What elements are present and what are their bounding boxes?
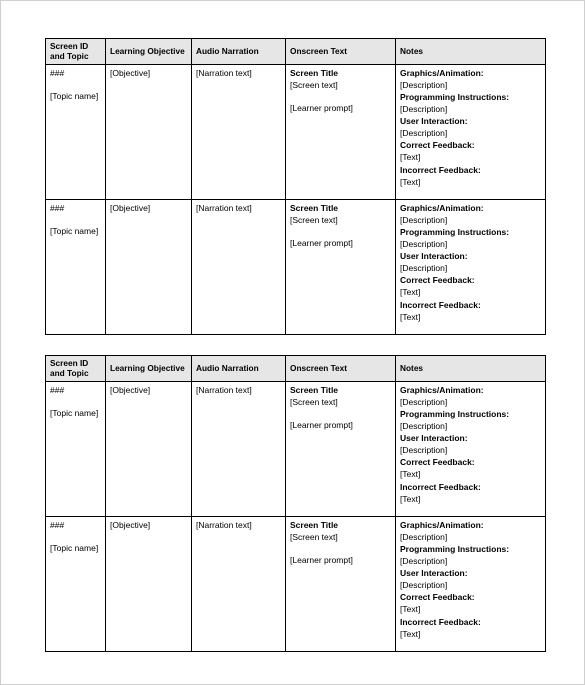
learner-prompt: [Learner prompt] <box>290 238 353 249</box>
notes-programming-value: [Description] <box>400 556 448 567</box>
notes-incorrect-label: Incorrect Feedback: <box>400 299 481 310</box>
cell-objective <box>106 200 192 335</box>
screen-id-value: ### <box>50 203 65 213</box>
topic-name: [Topic name] <box>50 226 99 237</box>
narration-value: [Narration text] <box>196 385 252 395</box>
screen-text: [Screen text] <box>290 80 338 91</box>
cell-narration <box>192 382 286 517</box>
notes-programming-label: Programming Instructions: <box>400 544 510 555</box>
notes-incorrect-value: [Text] <box>400 628 421 639</box>
notes-correct-value: [Text] <box>400 469 421 480</box>
objective-value: [Objective] <box>110 203 151 213</box>
cell-screen-id <box>46 200 106 335</box>
notes-interaction-value: [Description] <box>400 445 448 456</box>
cell-objective <box>106 65 192 200</box>
cell-narration <box>192 65 286 200</box>
table-row <box>46 65 546 200</box>
notes-graphics-value: [Description] <box>400 80 448 91</box>
notes-interaction-label: User Interaction: <box>400 116 468 127</box>
notes-incorrect-value: [Text] <box>400 176 421 187</box>
screen-text: [Screen text] <box>290 397 338 408</box>
cell-notes <box>396 65 546 200</box>
cell-screen-id <box>46 517 106 652</box>
header-screen-id: Screen ID and Topic <box>46 356 106 382</box>
notes-incorrect-value: [Text] <box>400 311 421 322</box>
screen-text: [Screen text] <box>290 215 338 226</box>
header-learning-objective: Learning Objective <box>106 39 192 65</box>
notes-incorrect-value: [Text] <box>400 493 421 504</box>
notes-interaction-value: [Description] <box>400 263 448 274</box>
notes-programming-label: Programming Instructions: <box>400 227 510 238</box>
header-audio-narration: Audio Narration <box>192 356 286 382</box>
header-audio-narration: Audio Narration <box>192 39 286 65</box>
cell-onscreen <box>286 517 396 652</box>
notes-programming-value: [Description] <box>400 421 448 432</box>
header-onscreen-text: Onscreen Text <box>286 356 396 382</box>
screen-title: Screen Title <box>290 68 339 78</box>
notes-programming-value: [Description] <box>400 104 448 115</box>
notes-interaction-label: User Interaction: <box>400 568 468 579</box>
screen-title: Screen Title <box>290 203 339 213</box>
notes-graphics-label: Graphics/Animation: <box>400 385 484 395</box>
screen-id-value: ### <box>50 385 65 395</box>
cell-onscreen <box>286 382 396 517</box>
table-row <box>46 382 546 517</box>
learner-prompt: [Learner prompt] <box>290 555 353 566</box>
cell-notes <box>396 200 546 335</box>
notes-programming-label: Programming Instructions: <box>400 409 510 420</box>
header-screen-id: Screen ID and Topic <box>46 39 106 65</box>
notes-graphics-label: Graphics/Animation: <box>400 203 484 213</box>
notes-programming-label: Programming Instructions: <box>400 92 510 103</box>
notes-interaction-label: User Interaction: <box>400 433 468 444</box>
header-notes: Notes <box>396 39 546 65</box>
table-header-row <box>46 39 546 65</box>
cell-notes <box>396 517 546 652</box>
notes-correct-label: Correct Feedback: <box>400 592 475 603</box>
learner-prompt: [Learner prompt] <box>290 420 353 431</box>
cell-screen-id <box>46 382 106 517</box>
notes-programming-value: [Description] <box>400 239 448 250</box>
header-onscreen-text: Onscreen Text <box>286 39 396 65</box>
topic-name: [Topic name] <box>50 543 99 554</box>
cell-onscreen <box>286 200 396 335</box>
notes-incorrect-label: Incorrect Feedback: <box>400 616 481 627</box>
notes-correct-value: [Text] <box>400 604 421 615</box>
notes-interaction-value: [Description] <box>400 580 448 591</box>
cell-notes <box>396 382 546 517</box>
screen-title: Screen Title <box>290 520 339 530</box>
storyboard-table-1 <box>45 38 546 335</box>
cell-screen-id <box>46 65 106 200</box>
notes-correct-label: Correct Feedback: <box>400 457 475 468</box>
notes-correct-value: [Text] <box>400 287 421 298</box>
screen-id-value: ### <box>50 68 65 78</box>
narration-value: [Narration text] <box>196 520 252 530</box>
cell-objective <box>106 382 192 517</box>
topic-name: [Topic name] <box>50 408 99 419</box>
topic-name: [Topic name] <box>50 91 99 102</box>
narration-value: [Narration text] <box>196 203 252 213</box>
notes-correct-value: [Text] <box>400 152 421 163</box>
table-row <box>46 200 546 335</box>
notes-incorrect-label: Incorrect Feedback: <box>400 481 481 492</box>
cell-narration <box>192 517 286 652</box>
objective-value: [Objective] <box>110 68 151 78</box>
objective-value: [Objective] <box>110 520 151 530</box>
table-row <box>46 517 546 652</box>
notes-correct-label: Correct Feedback: <box>400 140 475 151</box>
screen-id-value: ### <box>50 520 65 530</box>
header-notes: Notes <box>396 356 546 382</box>
table-header-row <box>46 356 546 382</box>
screen-text: [Screen text] <box>290 532 338 543</box>
learner-prompt: [Learner prompt] <box>290 103 353 114</box>
narration-value: [Narration text] <box>196 68 252 78</box>
cell-objective <box>106 517 192 652</box>
objective-value: [Objective] <box>110 385 151 395</box>
notes-graphics-label: Graphics/Animation: <box>400 68 484 78</box>
header-learning-objective: Learning Objective <box>106 356 192 382</box>
notes-interaction-value: [Description] <box>400 128 448 139</box>
cell-narration <box>192 200 286 335</box>
screen-title: Screen Title <box>290 385 339 395</box>
notes-interaction-label: User Interaction: <box>400 251 468 262</box>
notes-graphics-value: [Description] <box>400 532 448 543</box>
notes-graphics-label: Graphics/Animation: <box>400 520 484 530</box>
notes-correct-label: Correct Feedback: <box>400 275 475 286</box>
notes-graphics-value: [Description] <box>400 397 448 408</box>
storyboard-table-2 <box>45 355 546 652</box>
cell-onscreen <box>286 65 396 200</box>
notes-graphics-value: [Description] <box>400 215 448 226</box>
notes-incorrect-label: Incorrect Feedback: <box>400 164 481 175</box>
